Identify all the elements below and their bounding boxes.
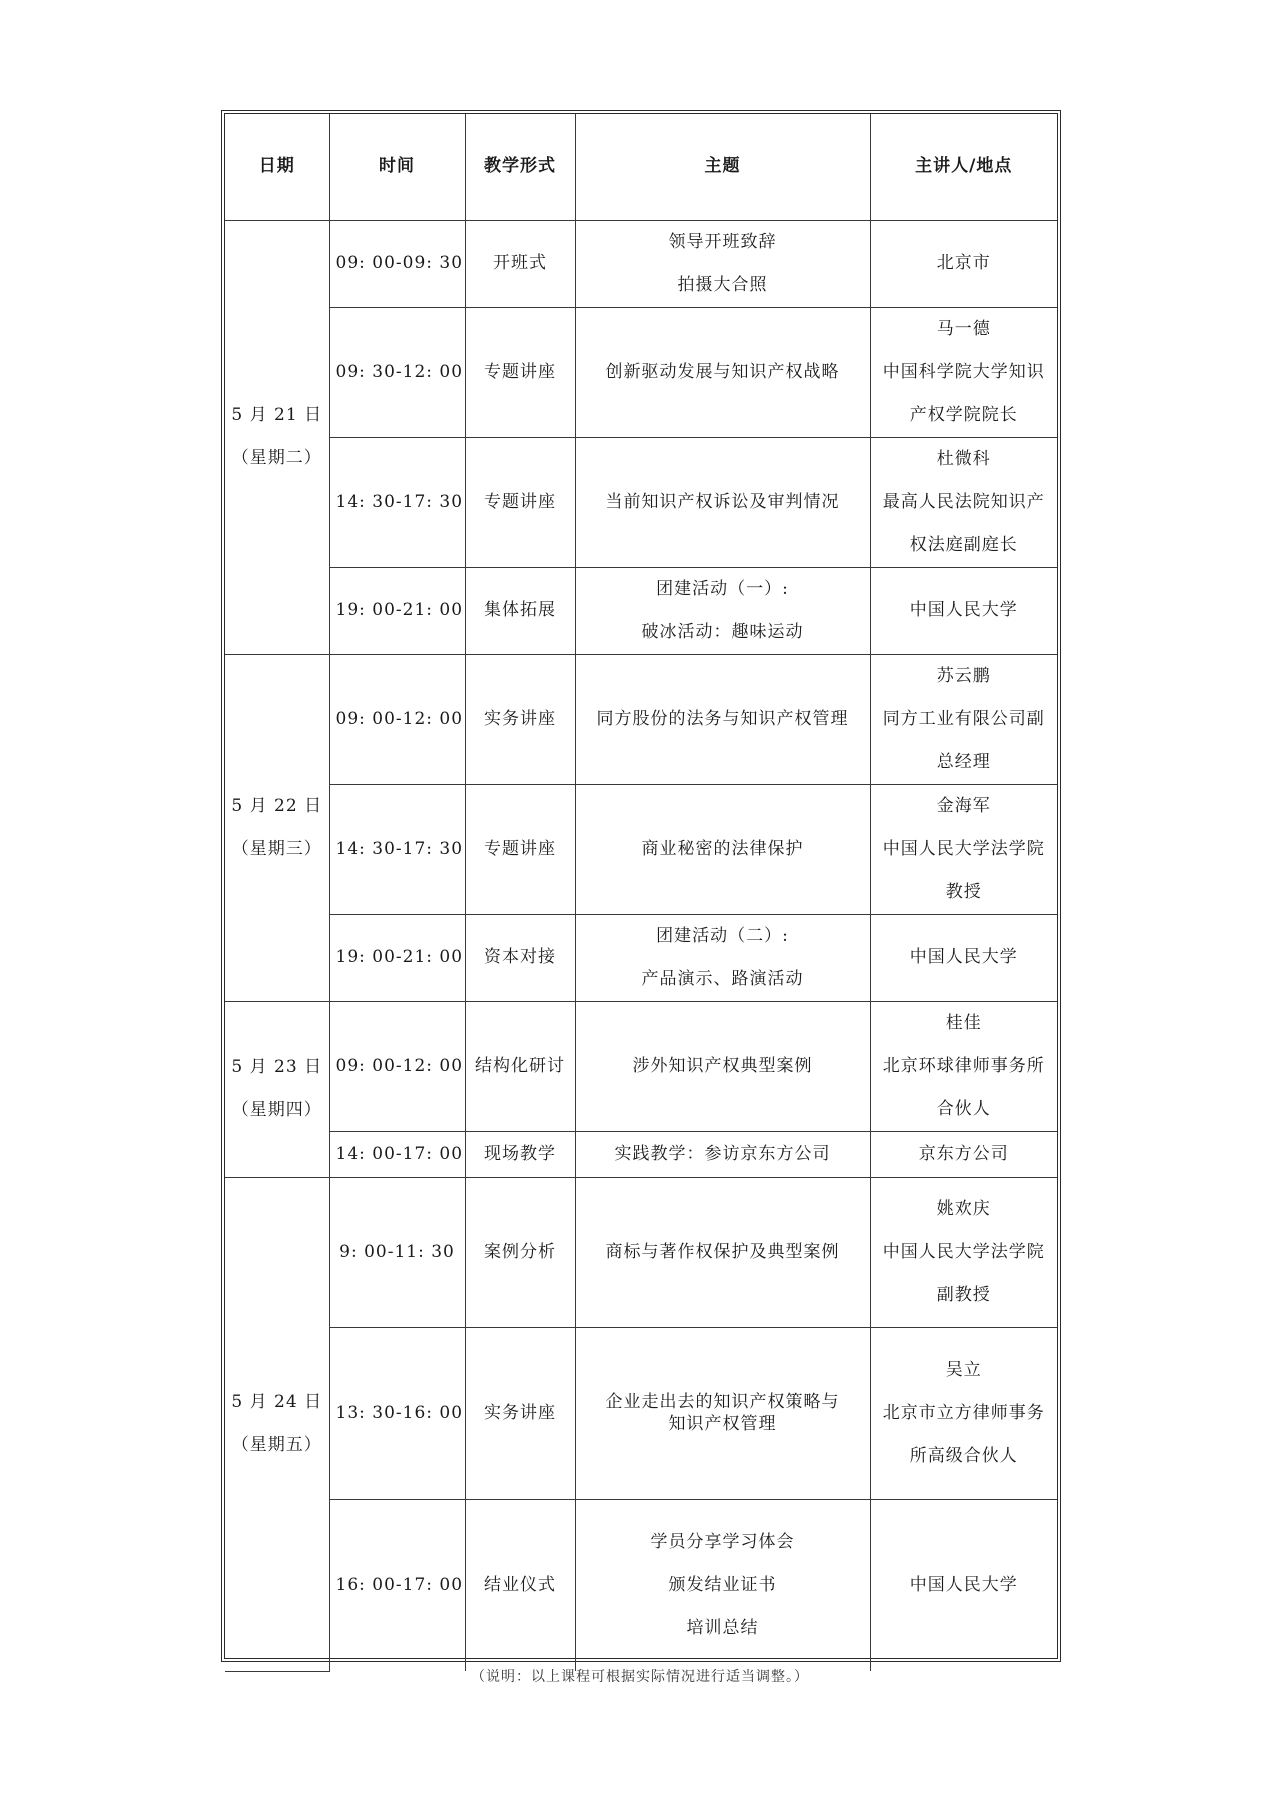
time-cell: 09: 30-12: 00 bbox=[329, 307, 465, 437]
format-cell: 专题讲座 bbox=[465, 307, 575, 437]
format-cell: 专题讲座 bbox=[465, 437, 575, 567]
topic-cell-line: 知识产权管理 bbox=[668, 1414, 777, 1434]
date-label: 5 月 22 日 bbox=[231, 795, 323, 816]
date-label: 5 月 21 日 bbox=[231, 405, 323, 425]
time-cell: 16: 00-17: 00 bbox=[329, 1499, 465, 1671]
speaker-cell-line: 中国人民大学 bbox=[909, 600, 1018, 620]
topic-cell-line: 创新驱动发展与知识产权战略 bbox=[605, 361, 840, 382]
date-cell bbox=[225, 1001, 329, 1177]
format-cell: 结构化研讨 bbox=[465, 1001, 575, 1131]
speaker-cell-line: 合伙人 bbox=[936, 1098, 991, 1119]
speaker-cell bbox=[870, 1327, 1057, 1499]
topic-cell-line: 商业秘密的法律保护 bbox=[641, 838, 804, 859]
header-time: 时间 bbox=[329, 114, 465, 220]
speaker-cell-line: 最高人民法院知识产 bbox=[882, 491, 1045, 512]
speaker-cell-line: 北京市 bbox=[936, 253, 991, 273]
session-row bbox=[225, 1177, 1057, 1327]
topic-cell bbox=[575, 1131, 870, 1177]
weekday-label: （星期三） bbox=[231, 838, 322, 859]
topic-cell-line: 团建活动（二）: bbox=[656, 925, 789, 946]
speaker-cell bbox=[870, 307, 1057, 437]
time-cell: 14: 30-17: 30 bbox=[329, 784, 465, 914]
speaker-cell-line: 教授 bbox=[945, 881, 982, 902]
speaker-cell-line: 姚欢庆 bbox=[936, 1198, 991, 1219]
session-row bbox=[225, 784, 1057, 914]
speaker-cell-line: 中国人民大学 bbox=[909, 1574, 1018, 1595]
topic-cell bbox=[575, 567, 870, 654]
topic-cell bbox=[575, 307, 870, 437]
time-cell: 13: 30-16: 00 bbox=[329, 1327, 465, 1499]
format-cell: 开班式 bbox=[465, 220, 575, 307]
speaker-cell-line: 中国科学院大学知识 bbox=[882, 361, 1045, 382]
speaker-cell-line: 中国人民大学法学院 bbox=[882, 838, 1045, 859]
time-cell: 14: 00-17: 00 bbox=[329, 1131, 465, 1177]
speaker-cell-line: 苏云鹏 bbox=[936, 665, 991, 686]
speaker-cell-line: 桂佳 bbox=[945, 1012, 982, 1033]
topic-cell-line: 破冰活动：趣味运动 bbox=[641, 621, 804, 642]
speaker-cell bbox=[870, 1499, 1057, 1671]
format-cell: 结业仪式 bbox=[465, 1499, 575, 1671]
speaker-cell-line: 副教授 bbox=[936, 1284, 991, 1305]
topic-cell-line: 涉外知识产权典型案例 bbox=[632, 1055, 813, 1076]
topic-cell bbox=[575, 784, 870, 914]
speaker-cell-line: 杜微科 bbox=[936, 448, 991, 469]
footnote: （说明：以上课程可根据实际情况进行适当调整。） bbox=[471, 1669, 809, 1685]
topic-cell-line: 当前知识产权诉讼及审判情况 bbox=[605, 491, 840, 512]
date-cell bbox=[225, 1177, 329, 1671]
time-cell: 09: 00-12: 00 bbox=[329, 1001, 465, 1131]
topic-cell-line: 商标与著作权保护及典型案例 bbox=[605, 1241, 840, 1262]
header-format: 教学形式 bbox=[465, 114, 575, 220]
weekday-label: （星期二） bbox=[231, 448, 322, 468]
topic-cell-line: 学员分享学习体会 bbox=[650, 1531, 795, 1552]
speaker-cell bbox=[870, 220, 1057, 307]
date-cell bbox=[225, 654, 329, 1001]
speaker-cell-line: 中国人民大学法学院 bbox=[882, 1241, 1045, 1262]
topic-cell-line: 企业走出去的知识产权策略与 bbox=[605, 1392, 840, 1412]
topic-cell-line: 培训总结 bbox=[686, 1617, 759, 1638]
speaker-cell bbox=[870, 1131, 1057, 1177]
format-cell: 案例分析 bbox=[465, 1177, 575, 1327]
header-date: 日期 bbox=[225, 114, 329, 220]
topic-cell-line: 实践教学：参访京东方公司 bbox=[614, 1143, 831, 1164]
topic-cell bbox=[575, 1327, 870, 1499]
speaker-cell bbox=[870, 914, 1057, 1001]
topic-cell bbox=[575, 1499, 870, 1671]
topic-cell bbox=[575, 1001, 870, 1131]
session-row bbox=[225, 914, 1057, 1001]
session-row bbox=[225, 1327, 1057, 1499]
weekday-label: （星期五） bbox=[231, 1435, 322, 1455]
topic-cell bbox=[575, 220, 870, 307]
header-topic: 主题 bbox=[575, 114, 870, 220]
header-speaker: 主讲人/地点 bbox=[870, 114, 1057, 220]
topic-cell-line: 拍摄大合照 bbox=[677, 274, 768, 295]
topic-cell bbox=[575, 654, 870, 784]
schedule-table-frame bbox=[221, 110, 1061, 1662]
speaker-cell-line: 所高级合伙人 bbox=[909, 1445, 1018, 1466]
speaker-cell bbox=[870, 567, 1057, 654]
speaker-cell bbox=[870, 784, 1057, 914]
speaker-cell bbox=[870, 1001, 1057, 1131]
speaker-cell-line: 同方工业有限公司副 bbox=[882, 708, 1045, 729]
topic-cell-line: 产品演示、路演活动 bbox=[641, 968, 804, 989]
session-row bbox=[225, 1131, 1057, 1177]
session-row bbox=[225, 220, 1057, 307]
format-cell: 实务讲座 bbox=[465, 1327, 575, 1499]
format-cell: 实务讲座 bbox=[465, 654, 575, 784]
header-row bbox=[225, 114, 1057, 220]
date-cell bbox=[225, 220, 329, 654]
time-cell: 19: 00-21: 00 bbox=[329, 914, 465, 1001]
topic-cell bbox=[575, 914, 870, 1001]
time-cell: 09: 00-09: 30 bbox=[329, 220, 465, 307]
weekday-label: （星期四） bbox=[231, 1100, 322, 1120]
speaker-cell-line: 权法庭副庭长 bbox=[909, 534, 1018, 555]
date-label: 5 月 24 日 bbox=[231, 1392, 323, 1412]
format-cell: 集体拓展 bbox=[465, 567, 575, 654]
topic-cell-line: 颁发结业证书 bbox=[668, 1574, 777, 1595]
speaker-cell-line: 北京市立方律师事务 bbox=[882, 1402, 1045, 1423]
session-row bbox=[225, 1499, 1057, 1671]
topic-cell-line: 同方股份的法务与知识产权管理 bbox=[596, 708, 849, 729]
topic-cell-line: 领导开班致辞 bbox=[668, 231, 777, 252]
time-cell: 9: 00-11: 30 bbox=[329, 1177, 465, 1327]
speaker-cell-line: 京东方公司 bbox=[918, 1143, 1009, 1164]
speaker-cell-line: 中国人民大学 bbox=[909, 947, 1018, 967]
speaker-cell-line: 金海军 bbox=[936, 795, 991, 816]
speaker-cell-line: 吴立 bbox=[945, 1359, 982, 1380]
session-row bbox=[225, 654, 1057, 784]
speaker-cell bbox=[870, 1177, 1057, 1327]
topic-cell bbox=[575, 437, 870, 567]
time-cell: 14: 30-17: 30 bbox=[329, 437, 465, 567]
speaker-cell-line: 总经理 bbox=[936, 751, 991, 772]
speaker-cell bbox=[870, 437, 1057, 567]
speaker-cell bbox=[870, 654, 1057, 784]
session-row bbox=[225, 567, 1057, 654]
schedule-body bbox=[225, 220, 1057, 1671]
session-row bbox=[225, 437, 1057, 567]
time-cell: 09: 00-12: 00 bbox=[329, 654, 465, 784]
topic-cell-line: 团建活动（一）: bbox=[656, 578, 789, 599]
speaker-cell-line: 北京环球律师事务所 bbox=[882, 1055, 1045, 1076]
speaker-cell-line: 马一德 bbox=[936, 318, 991, 339]
session-row bbox=[225, 307, 1057, 437]
format-cell: 专题讲座 bbox=[465, 784, 575, 914]
date-label: 5 月 23 日 bbox=[231, 1057, 323, 1077]
speaker-cell-line: 产权学院院长 bbox=[909, 404, 1018, 425]
time-cell: 19: 00-21: 00 bbox=[329, 567, 465, 654]
schedule-table bbox=[225, 114, 1057, 1672]
topic-cell bbox=[575, 1177, 870, 1327]
format-cell: 资本对接 bbox=[465, 914, 575, 1001]
format-cell: 现场教学 bbox=[465, 1131, 575, 1177]
session-row bbox=[225, 1001, 1057, 1131]
